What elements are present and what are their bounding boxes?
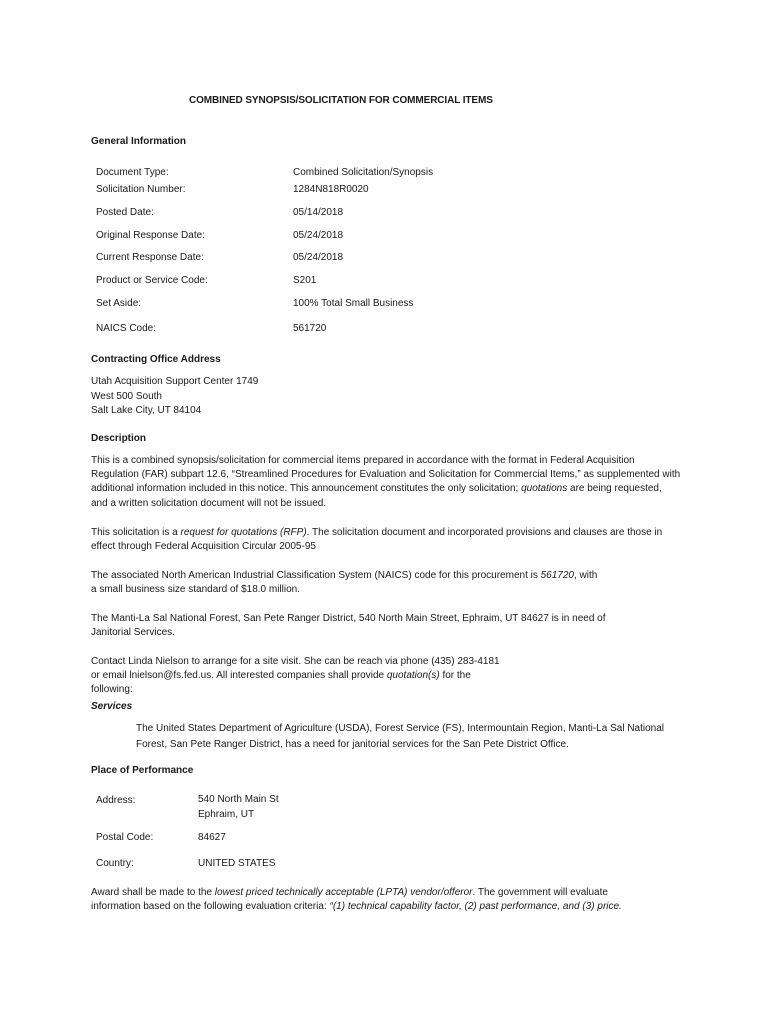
description-paragraph-5: [91, 655, 681, 698]
address-line: Ephraim, UT: [198, 809, 255, 820]
text: , with a small business size standard of $18.0 million.: [91, 570, 598, 596]
text: The associated North American Industrial Classification System (NAICS) code for this procurement is: [91, 570, 541, 581]
text: This is a combined synopsis/solicitation for commercial items prepared in accordance with the format in Federal Acquisition Regulation (FAR) subpart 12.6, “Streamlined Procedures for Evaluation and Solicitation for Commercial Items,” as supplemented with additional information included in this notice. This announcement constitutes the only solicitation;: [91, 455, 681, 495]
text: . The solicitation document and incorporated provisions and clauses are those in effect through Federal Acquisition Circular 2005-95: [91, 527, 663, 553]
posted-date-label: Posted Date:: [96, 207, 154, 218]
country-value: UNITED STATES: [198, 858, 276, 869]
text: for the: [439, 670, 471, 682]
emphasis: 561720: [540, 570, 574, 581]
emphasis: quotations: [521, 483, 568, 495]
contracting-office-address: [91, 375, 258, 419]
postal-code-value: 84627: [198, 832, 226, 843]
office-line: Salt Lake City, UT 84104: [91, 405, 202, 416]
place-of-performance-heading: Place of Performance: [91, 765, 194, 776]
text: . The government will evaluate information based on the following evaluation criteria:: [91, 887, 608, 913]
set-aside-label: Set Aside:: [96, 298, 142, 309]
general-information-heading: General Information: [91, 136, 187, 147]
original-response-date-value: 05/24/2018: [293, 230, 344, 241]
text: following:: [91, 684, 133, 696]
posted-date-value: 05/14/2018: [293, 207, 344, 218]
emphasis: “(1) technical capability factor, (2) past performance, and (3) price.: [329, 901, 622, 913]
text: Contact Linda Nielson to arrange for a site visit. She can be reach via phone (435) 283-4181: [91, 656, 500, 667]
text: are being requested, and a written solicitation document will not be issued.: [91, 483, 662, 509]
product-service-code-value: S201: [293, 275, 317, 286]
document-title: COMBINED SYNOPSIS/SOLICITATION FOR COMMERCIAL ITEMS: [189, 95, 493, 106]
document-type-label: Document Type:: [96, 167, 169, 178]
original-response-date-label: Original Response Date:: [96, 230, 205, 241]
description-paragraph-4: [91, 612, 631, 640]
description-paragraph-2: [91, 526, 681, 554]
text: or email lnielson@fs.fed.us. All interested companies shall provide: [91, 670, 387, 682]
emphasis: request for quotations (RFP): [180, 527, 307, 538]
solicitation-number-label: Solicitation Number:: [96, 184, 186, 195]
text: Award shall be made to the: [91, 887, 215, 898]
office-line: West 500 South: [91, 390, 162, 402]
emphasis: quotation(s): [386, 670, 440, 682]
address-label: Address:: [96, 795, 136, 806]
office-line: Utah Acquisition Support Center 1749: [91, 376, 259, 387]
services-heading: Services: [91, 701, 133, 712]
country-label: Country:: [96, 858, 134, 869]
naics-code-value: 561720: [293, 323, 327, 334]
emphasis: lowest priced technically acceptable (LPTA) vendor/offeror: [214, 887, 473, 898]
set-aside-value: 100% Total Small Business: [293, 298, 414, 309]
address-line: 540 North Main St: [198, 794, 279, 805]
description-paragraph-1: [91, 454, 681, 511]
current-response-date-value: 05/24/2018: [293, 252, 344, 263]
naics-code-label: NAICS Code:: [96, 323, 157, 334]
postal-code-label: Postal Code:: [96, 832, 154, 843]
description-heading: Description: [91, 433, 147, 444]
current-response-date-label: Current Response Date:: [96, 252, 204, 263]
description-paragraph-3: [91, 569, 601, 597]
document-type-value: Combined Solicitation/Synopsis: [293, 167, 434, 178]
award-paragraph: [91, 886, 651, 914]
text: This solicitation is a: [91, 527, 181, 538]
product-service-code-label: Product or Service Code:: [96, 275, 208, 286]
address-value: [198, 792, 279, 822]
text: The Manti-La Sal National Forest, San Pete Ranger District, 540 North Main Street, Ephraim, UT 84627 is in need of Janitorial Services.: [91, 613, 606, 639]
solicitation-number-value: 1284N818R0020: [293, 184, 369, 195]
services-text: The United States Department of Agriculture (USDA), Forest Service (FS), Intermountain Region, Manti-La Sal National Forest, San Pete Ranger District, has a need for janitorial services for the San Pete District Office.: [136, 723, 665, 750]
contracting-office-heading: Contracting Office Address: [91, 354, 221, 365]
